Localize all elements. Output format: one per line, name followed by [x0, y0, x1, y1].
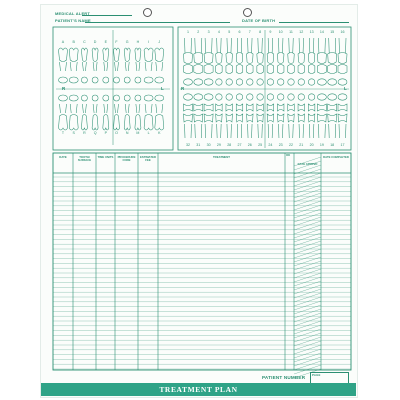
table-hatch [294, 361, 321, 370]
primary-label-p: P [104, 131, 107, 135]
column-header-2: TIME UNITS [97, 155, 114, 159]
primary-label-f: F [115, 40, 118, 44]
permanent-side-right-label: R [181, 86, 185, 91]
table-hatch [294, 221, 321, 230]
page-label: PAGE [312, 372, 321, 377]
primary-label-i: I [148, 40, 150, 44]
permanent-label-22: 22 [289, 143, 293, 147]
primary-label-k: K [158, 131, 161, 135]
table-hatch [294, 193, 321, 202]
column-header-8: DATE COMPLETED [323, 155, 349, 159]
table-hatch [294, 261, 321, 270]
column-header-0: DATE [59, 155, 67, 159]
table-hatch [294, 229, 321, 238]
table-hatch [294, 293, 321, 302]
primary-side-right-label: R [62, 86, 66, 91]
primary-side-left-label: L [161, 86, 164, 91]
table-hatch [294, 245, 321, 254]
permanent-label-19: 19 [319, 143, 324, 147]
table-hatch [294, 205, 321, 214]
table-hatch [294, 285, 321, 294]
table-hatch [294, 269, 321, 278]
column-header-4: ESTIMATED FEE [140, 155, 156, 163]
permanent-label-10: 10 [278, 30, 283, 34]
table-hatch [294, 249, 321, 258]
table-hatch [294, 201, 321, 210]
permanent-label-25: 25 [258, 143, 263, 147]
permanent-side-left-label: L [344, 86, 347, 91]
table-border [53, 153, 351, 370]
permanent-label-24: 24 [268, 143, 273, 147]
permanent-label-32: 32 [186, 143, 190, 147]
patient-name-label: PATIENT'S NAME [55, 18, 91, 23]
table-hatch [294, 281, 321, 290]
primary-label-o: O [115, 131, 118, 135]
table-hatch [294, 241, 321, 250]
dob-label: DATE OF BIRTH [242, 18, 276, 23]
column-header-3: PROCEDURE CODE [117, 155, 136, 163]
column-header-1: TOOTH/ SURFACE [77, 155, 92, 163]
primary-label-j: J [158, 40, 161, 44]
medical-alert-label: MEDICAL ALERT [55, 11, 91, 16]
permanent-label-16: 16 [340, 30, 345, 34]
table-hatch [294, 345, 321, 354]
primary-label-a: A [61, 40, 65, 44]
table-hatch [294, 297, 321, 306]
column-header-5: TREATMENT [212, 155, 231, 159]
permanent-label-28: 28 [227, 143, 232, 147]
permanent-label-29: 29 [216, 143, 221, 147]
permanent-label-12: 12 [299, 30, 304, 34]
table-hatch [294, 317, 321, 326]
permanent-label-17: 17 [340, 143, 345, 147]
table-hatch [294, 305, 321, 314]
table-hatch [294, 349, 321, 358]
table-hatch [294, 197, 321, 206]
permanent-label-13: 13 [309, 30, 314, 34]
primary-label-d: D [93, 40, 97, 44]
table-hatch [294, 213, 321, 222]
primary-label-e: E [104, 40, 107, 44]
table-hatch [294, 257, 321, 266]
table-hatch [294, 189, 321, 198]
column-header-7: DATE APPRVD [297, 162, 318, 166]
table-hatch [294, 173, 321, 182]
permanent-label-4: 4 [217, 30, 220, 34]
table-hatch [294, 181, 321, 190]
permanent-label-30: 30 [206, 143, 211, 147]
table-hatch [294, 289, 321, 298]
permanent-label-15: 15 [330, 30, 335, 34]
table-hatch [294, 217, 321, 226]
permanent-label-31: 31 [196, 143, 201, 147]
table-hatch [294, 253, 321, 262]
permanent-label-5: 5 [228, 30, 231, 34]
permanent-label-1: 1 [187, 30, 189, 34]
table-hatch [294, 353, 321, 362]
primary-label-l: L [147, 131, 150, 135]
table-hatch [294, 233, 321, 242]
table-hatch [294, 313, 321, 322]
permanent-label-2: 2 [197, 30, 200, 34]
primary-label-n: N [125, 131, 129, 135]
patient-number-label: PATIENT NUMBER [262, 375, 306, 380]
table-hatch [294, 301, 321, 310]
table-hatch [294, 321, 321, 330]
table-hatch [294, 169, 321, 178]
primary-label-t: T [61, 131, 65, 135]
permanent-label-8: 8 [259, 30, 262, 34]
table-hatch [294, 329, 321, 338]
table-hatch [294, 341, 321, 350]
permanent-label-7: 7 [248, 30, 251, 34]
primary-label-s: S [72, 131, 75, 135]
primary-label-h: H [136, 40, 140, 44]
table-hatch [294, 273, 321, 282]
primary-label-c: C [83, 40, 86, 44]
primary-label-g: G [125, 40, 129, 44]
table-hatch [294, 357, 321, 366]
permanent-label-26: 26 [247, 143, 252, 147]
permanent-label-21: 21 [299, 143, 304, 147]
table-hatch [294, 309, 321, 318]
primary-label-b: B [72, 40, 75, 44]
table-hatch [294, 177, 321, 186]
table-hatch [294, 209, 321, 218]
column-header-6: OK [286, 153, 291, 157]
table-hatch [294, 265, 321, 274]
primary-label-m: M [136, 131, 140, 135]
form-title-banner: TREATMENT PLAN [41, 383, 356, 396]
table-hatch [294, 325, 321, 334]
permanent-label-23: 23 [278, 143, 283, 147]
permanent-label-27: 27 [237, 143, 242, 147]
table-hatch [294, 277, 321, 286]
primary-label-q: Q [93, 131, 97, 135]
permanent-label-11: 11 [289, 30, 293, 34]
permanent-label-20: 20 [309, 143, 314, 147]
permanent-label-9: 9 [269, 30, 272, 34]
permanent-label-18: 18 [330, 143, 335, 147]
table-hatch [294, 333, 321, 342]
primary-label-r: R [83, 131, 86, 135]
table-hatch [294, 237, 321, 246]
permanent-label-14: 14 [319, 30, 324, 34]
table-hatch [294, 185, 321, 194]
permanent-label-3: 3 [207, 30, 210, 34]
table-hatch [294, 225, 321, 234]
permanent-label-6: 6 [238, 30, 241, 34]
table-hatch [294, 337, 321, 346]
